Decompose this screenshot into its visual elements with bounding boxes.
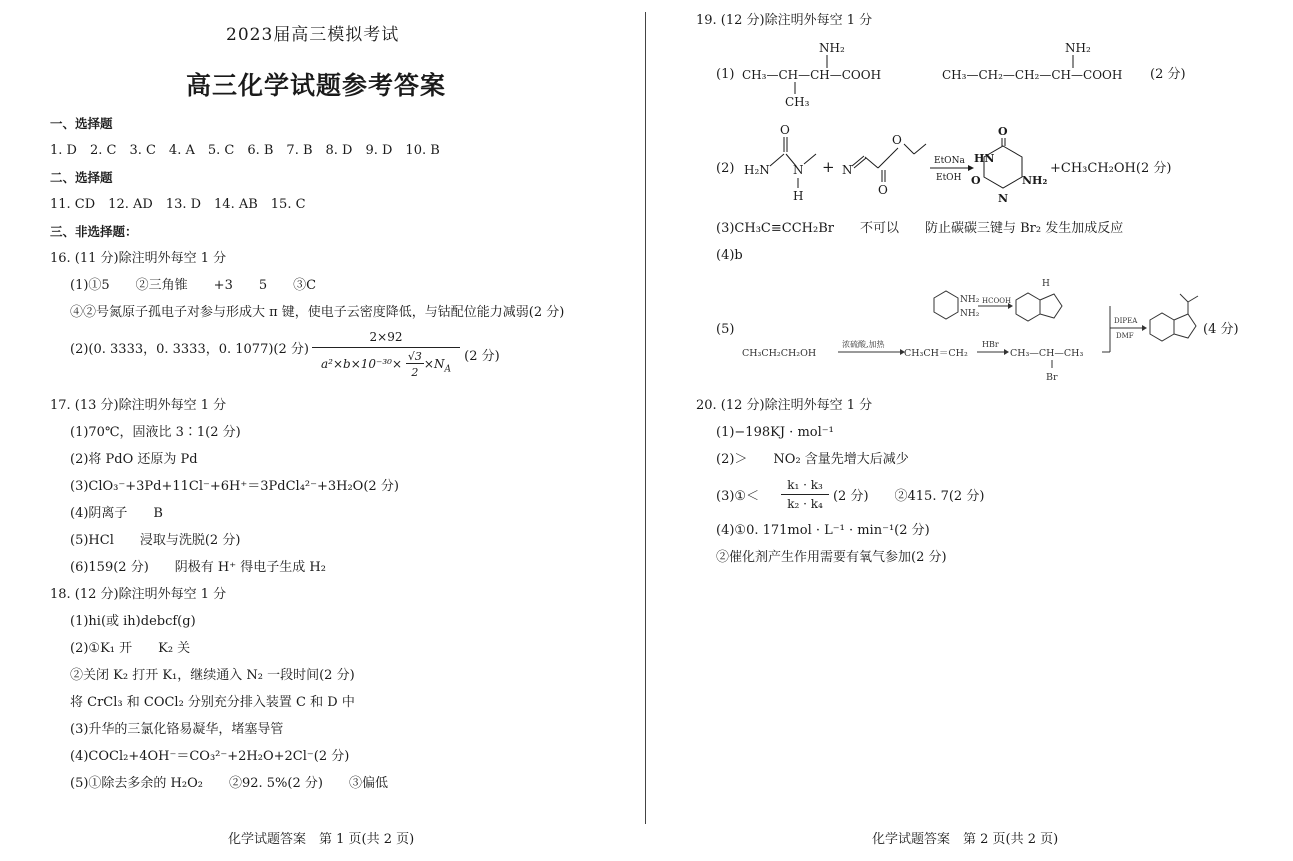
q18-line-3: ②关闭 K₂ 打开 K₁，继续通入 N₂ 一段时间(2 分) (70, 668, 355, 683)
rate-constant-fraction (781, 478, 829, 511)
svg-text:NH₂: NH₂ (960, 295, 980, 305)
q19-part4: (4)b (716, 248, 743, 263)
svg-text:HN: HN (974, 152, 995, 165)
q20-heading: 20. (12 分)除注明外每空 1 分 (696, 398, 873, 413)
page-footer-1: 化学试题答案 第 1 页(共 2 页) (228, 832, 415, 847)
q20-line-3-b: (2 分) ②415. 7(2 分) (832, 489, 985, 504)
q20-line-4: (4)①0. 171mol · L⁻¹ · min⁻¹(2 分) (716, 523, 930, 538)
svg-text:NH₂: NH₂ (1022, 174, 1048, 187)
q20-line-5: ②催化剂产生作用需要有氧气参加(2 分) (716, 550, 947, 565)
page-footer-2: 化学试题答案 第 2 页(共 2 页) (872, 832, 1059, 847)
q19-part2-reaction (742, 122, 1072, 212)
q16-score: (2 分) (464, 349, 500, 364)
q18-line-1: (1)hi(或 ih)debcf(g) (70, 614, 196, 629)
p5-condition-2: HBr (982, 340, 999, 349)
q18-line-7: (5)①除去多余的 H₂O₂ ②92. 5%(2 分) ③偏低 (70, 776, 388, 791)
exam-title: 2023届高三模拟考试 (226, 25, 400, 45)
svg-text:EtONa: EtONa (934, 156, 965, 166)
q18-heading: 18. (12 分)除注明外每空 1 分 (50, 587, 227, 602)
svg-text:NH₂: NH₂ (819, 41, 845, 55)
p5-br: Br (1046, 372, 1058, 383)
section-heading-choice-2: 二、选择题 (50, 170, 113, 185)
p5-bromide: CH₃—CH—CH₃ (1010, 348, 1084, 359)
answers-11-15: 11. CD 12. AD 13. D 14. AB 15. C (50, 197, 306, 212)
p5-dipea: DIPEA (1114, 317, 1138, 325)
section-heading-choice-1: 一、选择题 (50, 116, 113, 131)
p5-reagent-hcooh: HCOOH (982, 297, 1012, 305)
sqrt-numerator: √3 (407, 350, 422, 363)
q20-line-2: (2)＞ NO₂ 含量先增大后减少 (716, 452, 909, 467)
svg-text:CH₃—CH₂—CH₂—CH—COOH: CH₃—CH₂—CH₂—CH—COOH (942, 68, 1123, 82)
q19-part1-label: (1) (716, 67, 735, 82)
q19-part5-score: (4 分) (1203, 322, 1239, 337)
svg-text:O: O (998, 125, 1008, 138)
svg-text:O: O (780, 123, 790, 137)
svg-text:CH₃—CH—CH—COOH: CH₃—CH—CH—COOH (742, 68, 882, 82)
page-title: 高三化学试题参考答案 (186, 71, 447, 100)
denominator-part-b: ×N (423, 357, 445, 371)
q16-density-formula (312, 330, 500, 379)
q20-line-3 (716, 478, 984, 511)
svg-text:H: H (793, 189, 804, 203)
q16-line-2: ④②号氮原子孤电子对参与形成大 π 键，使电子云密度降低，与钴配位能力减弱(2 分) (70, 305, 565, 320)
section-heading-nonchoice: 三、非选择题： (50, 224, 138, 239)
svg-text:O: O (892, 133, 902, 147)
svg-text:H: H (1042, 279, 1050, 289)
p5-propene: CH₃CH＝CH₂ (904, 348, 968, 359)
fraction-denominator (312, 348, 460, 379)
q16-line-1: (1)①5 ②三角锥 +3 5 ③C (70, 278, 317, 293)
q17-line-1: (1)70℃，固液比 3∶1(2 分) (70, 425, 241, 440)
svg-text:NH₂: NH₂ (960, 309, 980, 319)
sqrt3-over-2 (406, 350, 424, 379)
q19-part1-structures (742, 38, 1192, 108)
q20-line-1: (1)−198KJ · mol⁻¹ (716, 425, 834, 440)
q17-heading: 17. (13 分)除注明外每空 1 分 (50, 398, 227, 413)
fraction-numerator: 2×92 (312, 330, 460, 348)
svg-text:N: N (793, 163, 804, 177)
svg-text:N: N (998, 192, 1009, 205)
q19-part2-label: (2) (716, 161, 735, 176)
rate-fraction-numerator: k₁ · k₃ (781, 478, 829, 495)
density-fraction (312, 330, 460, 379)
q20-line-3-a: (3)①＜ (716, 489, 760, 504)
q18-line-4: 将 CrCl₃ 和 COCl₂ 分别充分排入装置 C 和 D 中 (70, 695, 355, 710)
page-divider (645, 12, 646, 824)
q19-part5-label: (5) (716, 322, 735, 337)
svg-text:NH₂: NH₂ (1065, 41, 1091, 55)
sqrt-denominator: 2 (411, 366, 419, 379)
answers-1-10: 1. D 2. C 3. C 4. A 5. C 6. B 7. B 8. D 9. D 10. B (50, 143, 440, 158)
q17-line-5: (5)HCl 浸取与洗脱(2 分) (70, 533, 241, 548)
q17-line-4: (4)阴离子 B (70, 506, 163, 521)
q16-line-3: (2)(0. 3333，0. 3333，0. 1077)(2 分) (70, 342, 309, 357)
q19-part2-product: +CH₃CH₂OH(2 分) (1050, 161, 1172, 176)
denominator-part-a: a²×b×10⁻³⁰× (321, 357, 403, 371)
svg-text:EtOH: EtOH (936, 173, 962, 183)
p5-condition-1: 浓硫酸,加热 (842, 340, 885, 349)
q17-line-2: (2)将 PdO 还原为 Pd (70, 452, 198, 467)
p5-start: CH₃CH₂CH₂OH (742, 348, 817, 359)
avogadro-subscript: A (444, 364, 451, 375)
svg-text:H₂N: H₂N (744, 163, 770, 177)
q19-heading: 19. (12 分)除注明外每空 1 分 (696, 13, 873, 28)
svg-text:O: O (878, 183, 888, 197)
svg-text:CH₃: CH₃ (785, 95, 810, 108)
q19-part5-route (742, 276, 1242, 386)
q17-line-6: (6)159(2 分) 阴极有 H⁺ 得电子生成 H₂ (70, 560, 326, 575)
q19-part3: (3)CH₃C≡CCH₂Br 不可以 防止碳碳三键与 Br₂ 发生加成反应 (716, 221, 1124, 236)
q18-line-5: (3)升华的三氯化铬易凝华，堵塞导管 (70, 722, 284, 737)
q18-line-6: (4)COCl₂+4OH⁻＝CO₃²⁻+2H₂O+2Cl⁻(2 分) (70, 749, 350, 764)
q19-part1-score: (2 分) (1150, 67, 1186, 82)
q16-heading: 16. (11 分)除注明外每空 1 分 (50, 251, 227, 266)
p5-dmf: DMF (1116, 332, 1134, 340)
q18-line-2: (2)①K₁ 开 K₂ 关 (70, 641, 191, 656)
svg-text:+: + (822, 158, 835, 176)
rate-fraction-denominator: k₂ · k₄ (787, 497, 823, 511)
q17-line-3: (3)ClO₃⁻+3Pd+11Cl⁻+6H⁺＝3PdCl₄²⁻+3H₂O(2 分) (70, 479, 399, 494)
svg-text:O: O (971, 174, 981, 187)
svg-text:N: N (842, 163, 853, 177)
